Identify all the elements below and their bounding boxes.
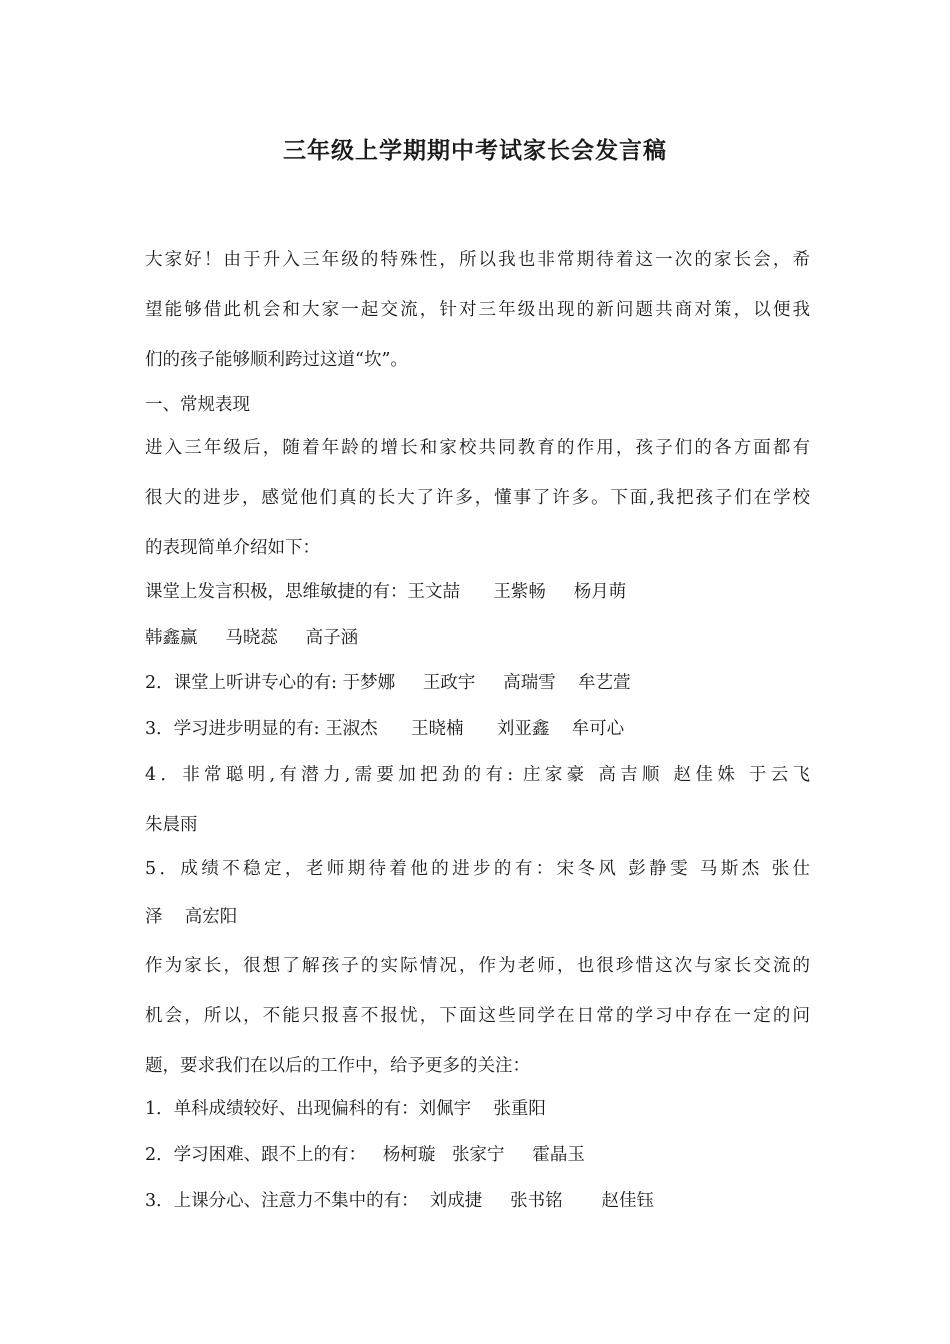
list-item: 1．单科成绩较好、出现偏科的有：刘佩宇 张重阳 [145,1099,546,1119]
paragraph-line: 题，要求我们在以后的工作中，给予更多的关注： [145,1056,530,1076]
list-item: 3．学习进步明显的有: 王淑杰 王晓楠 刘亚鑫 牟可心 [145,719,625,739]
list-item: 4．非常聪明,有潜力,需要加把劲的有: 庄家豪 高吉顺 赵佳姝 于云飞 [145,765,810,785]
paragraph-line: 望能够借此机会和大家一起交流，针对三年级出现的新问题共商对策，以便我 [145,300,810,320]
list-item: 2．学习困难、跟不上的有： 杨柯璇 张家宁 霍晶玉 [145,1145,585,1165]
list-item: 2．课堂上听讲专心的有: 于梦娜 王政宇 高瑞雪 牟艺萱 [145,673,631,693]
paragraph-line: 作为家长，很想了解孩子的实际情况，作为老师，也很珍惜这次与家长交流的 [145,956,810,976]
list-item: 课堂上发言积极，思维敏捷的有：王文喆 王紫畅 杨月萌 [145,582,627,602]
list-item-continuation: 泽 高宏阳 [145,907,238,927]
paragraph-line: 进入三年级后，随着年龄的增长和家校共同教育的作用，孩子们的各方面都有 [145,438,810,458]
document-title: 三年级上学期期中考试家长会发言稿 [283,138,667,164]
section-heading: 一、常规表现 [145,395,250,415]
list-item-continuation: 韩鑫赢 马晓蕊 高子涵 [145,628,359,648]
paragraph-line: 机会，所以，不能只报喜不报忧，下面这些同学在日常的学习中存在一定的问 [145,1006,810,1026]
list-item-continuation: 朱晨雨 [145,815,198,835]
list-item: 3．上课分心、注意力不集中的有： 刘成捷 张书铭 赵佳钰 [145,1191,655,1211]
list-item: 5．成绩不稳定，老师期待着他的进步的有：宋冬风 彭静雯 马斯杰 张仕 [145,859,810,879]
paragraph-line: 们的孩子能够顺利跨过这道“坎”。 [145,350,408,370]
paragraph-line: 的表现简单介绍如下： [145,538,320,558]
paragraph-line: 大家好！由于升入三年级的特殊性，所以我也非常期待着这一次的家长会，希 [145,250,810,270]
paragraph-line: 很大的进步，感觉他们真的长大了许多，懂事了许多。下面,我把孩子们在学校 [145,488,810,508]
